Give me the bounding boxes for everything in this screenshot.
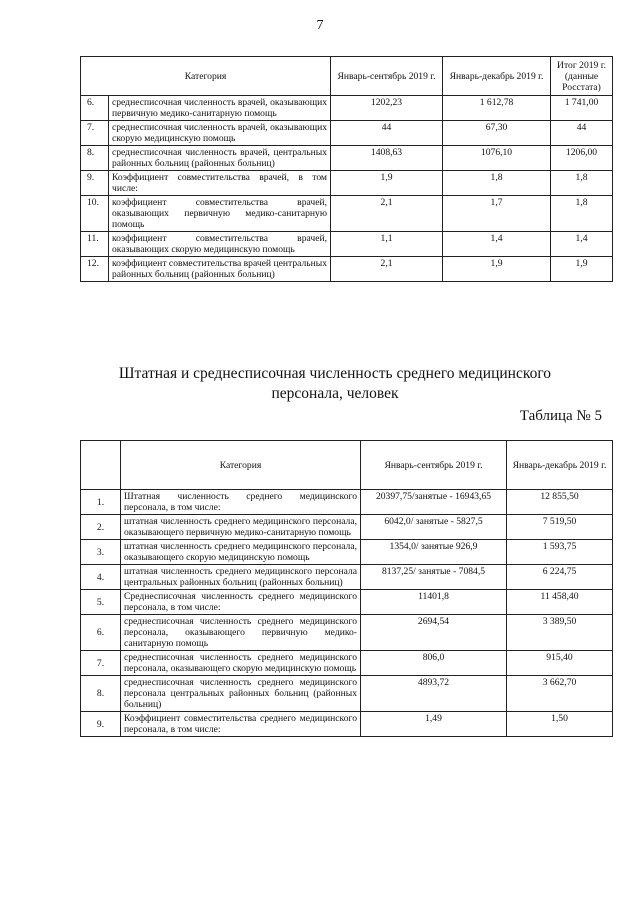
value-jan-dec: 67,30 [443, 121, 551, 146]
column-header: Январь-сентябрь 2019 г. [331, 57, 443, 96]
value-jan-sep: 1202,23 [331, 96, 443, 121]
value-jan-sep: 1,49 [361, 712, 507, 737]
value-jan-sep: 806,0 [361, 651, 507, 676]
table-label: Таблица № 5 [519, 408, 602, 424]
table-header-row [81, 441, 613, 490]
nurses-table [80, 440, 613, 737]
value-jan-sep: 1,1 [331, 232, 443, 257]
row-number: 7. [81, 121, 109, 146]
row-number: 9. [81, 712, 121, 737]
row-number: 6. [81, 96, 109, 121]
column-header: Январь-декабрь 2019 г. [443, 57, 551, 96]
value-jan-sep: 4893,72 [361, 676, 507, 712]
row-number: 10. [81, 196, 109, 232]
value-rosstat: 1 741,00 [551, 96, 613, 121]
table-row [81, 232, 613, 257]
table-row [81, 651, 613, 676]
column-header: Итог 2019 г. (данные Росстата) [551, 57, 613, 96]
row-category: среднесписочная численность среднего медицинского персонала центральных районных больниц (районных больниц) [121, 676, 361, 712]
value-jan-dec: 1,50 [507, 712, 613, 737]
value-jan-dec: 1 612,78 [443, 96, 551, 121]
value-jan-sep: 20397,75/занятые - 16943,65 [361, 490, 507, 515]
value-jan-dec: 1,9 [443, 257, 551, 282]
row-category: Коэффициент совместительства врачей, в том числе: [109, 171, 331, 196]
row-category: среднесписочная численность врачей, центральных районных больниц (районных больниц) [109, 146, 331, 171]
row-number: 9. [81, 171, 109, 196]
row-number: 5. [81, 590, 121, 615]
row-category: Штатная численность среднего медицинского персонала, в том числе: [121, 490, 361, 515]
row-category: среднесписочная численность среднего медицинского персонала, оказывающего скорую медицинскую помощь [121, 651, 361, 676]
row-category: коэффициент совместительства врачей центральных районных больниц (районных больниц) [109, 257, 331, 282]
value-jan-dec: 11 458,40 [507, 590, 613, 615]
column-header: Январь-декабрь 2019 г. [507, 441, 613, 490]
value-rosstat: 1206,00 [551, 146, 613, 171]
table-row [81, 121, 613, 146]
table-row [81, 540, 613, 565]
table-header-row [81, 57, 613, 96]
value-jan-dec: 3 662,70 [507, 676, 613, 712]
row-category: Среднесписочная численность среднего медицинского персонала, в том числе: [121, 590, 361, 615]
value-jan-dec: 1 593,75 [507, 540, 613, 565]
table-row [81, 565, 613, 590]
section-heading: Штатная и среднесписочная численность среднего медицинского персонала, человек [118, 365, 552, 402]
value-jan-dec: 3 389,50 [507, 615, 613, 651]
value-jan-dec: 12 855,50 [507, 490, 613, 515]
row-number: 12. [81, 257, 109, 282]
value-jan-dec: 1,7 [443, 196, 551, 232]
value-jan-dec: 1076,10 [443, 146, 551, 171]
row-number: 6. [81, 615, 121, 651]
page-number: 7 [316, 18, 324, 33]
table-row [81, 712, 613, 737]
column-header: Категория [81, 57, 331, 96]
value-jan-dec: 6 224,75 [507, 565, 613, 590]
value-jan-dec: 1,4 [443, 232, 551, 257]
value-rosstat: 1,8 [551, 171, 613, 196]
column-header: Январь-сентябрь 2019 г. [361, 441, 507, 490]
table-row [81, 590, 613, 615]
value-jan-sep: 1,9 [331, 171, 443, 196]
value-jan-sep: 2,1 [331, 257, 443, 282]
row-number: 3. [81, 540, 121, 565]
value-rosstat: 1,9 [551, 257, 613, 282]
row-category: штатная численность среднего медицинского персонала центральных районных больниц (районных больниц) [121, 565, 361, 590]
value-jan-sep: 1354,0/ занятые 926,9 [361, 540, 507, 565]
doctors-table [80, 56, 613, 282]
row-category: штатная численность среднего медицинского персонала, оказывающего первичную медико-санитарную помощь [121, 515, 361, 540]
value-jan-dec: 915,40 [507, 651, 613, 676]
value-jan-sep: 8137,25/ занятые - 7084,5 [361, 565, 507, 590]
value-rosstat: 44 [551, 121, 613, 146]
row-number: 1. [81, 490, 121, 515]
value-jan-sep: 2694,54 [361, 615, 507, 651]
value-jan-sep: 11401,8 [361, 590, 507, 615]
row-category: штатная численность среднего медицинского персонала, оказывающего скорую медицинскую помощь [121, 540, 361, 565]
value-rosstat: 1,4 [551, 232, 613, 257]
value-jan-dec: 1,8 [443, 171, 551, 196]
value-jan-sep: 6042,0/ занятые - 5827,5 [361, 515, 507, 540]
column-header [81, 441, 121, 490]
value-jan-sep: 1408,63 [331, 146, 443, 171]
table-row [81, 676, 613, 712]
row-category: среднесписочная численность врачей, оказывающих первичную медико-санитарную помощь [109, 96, 331, 121]
table-row [81, 490, 613, 515]
row-number: 7. [81, 651, 121, 676]
table-row [81, 146, 613, 171]
table-row [81, 257, 613, 282]
row-category: среднесписочная численность среднего медицинского персонала, оказывающего первичную медико-санитарную помощь [121, 615, 361, 651]
table-row [81, 196, 613, 232]
row-category: коэффициент совместительства врачей, оказывающих скорую медицинскую помощь [109, 232, 331, 257]
row-category: Коэффициент совместительства среднего медицинского персонала, в том числе: [121, 712, 361, 737]
row-number: 4. [81, 565, 121, 590]
table-row [81, 615, 613, 651]
column-header: Категория [121, 441, 361, 490]
table-row [81, 171, 613, 196]
value-jan-sep: 2,1 [331, 196, 443, 232]
row-number: 2. [81, 515, 121, 540]
row-number: 8. [81, 146, 109, 171]
value-jan-sep: 44 [331, 121, 443, 146]
value-jan-dec: 7 519,50 [507, 515, 613, 540]
value-rosstat: 1,8 [551, 196, 613, 232]
row-number: 8. [81, 676, 121, 712]
row-category: среднесписочная численность врачей, оказывающих скорую медицинскую помощь [109, 121, 331, 146]
table-row [81, 96, 613, 121]
table-row [81, 515, 613, 540]
row-category: коэффициент совместительства врачей, оказывающих первичную медико-санитарную помощь [109, 196, 331, 232]
row-number: 11. [81, 232, 109, 257]
